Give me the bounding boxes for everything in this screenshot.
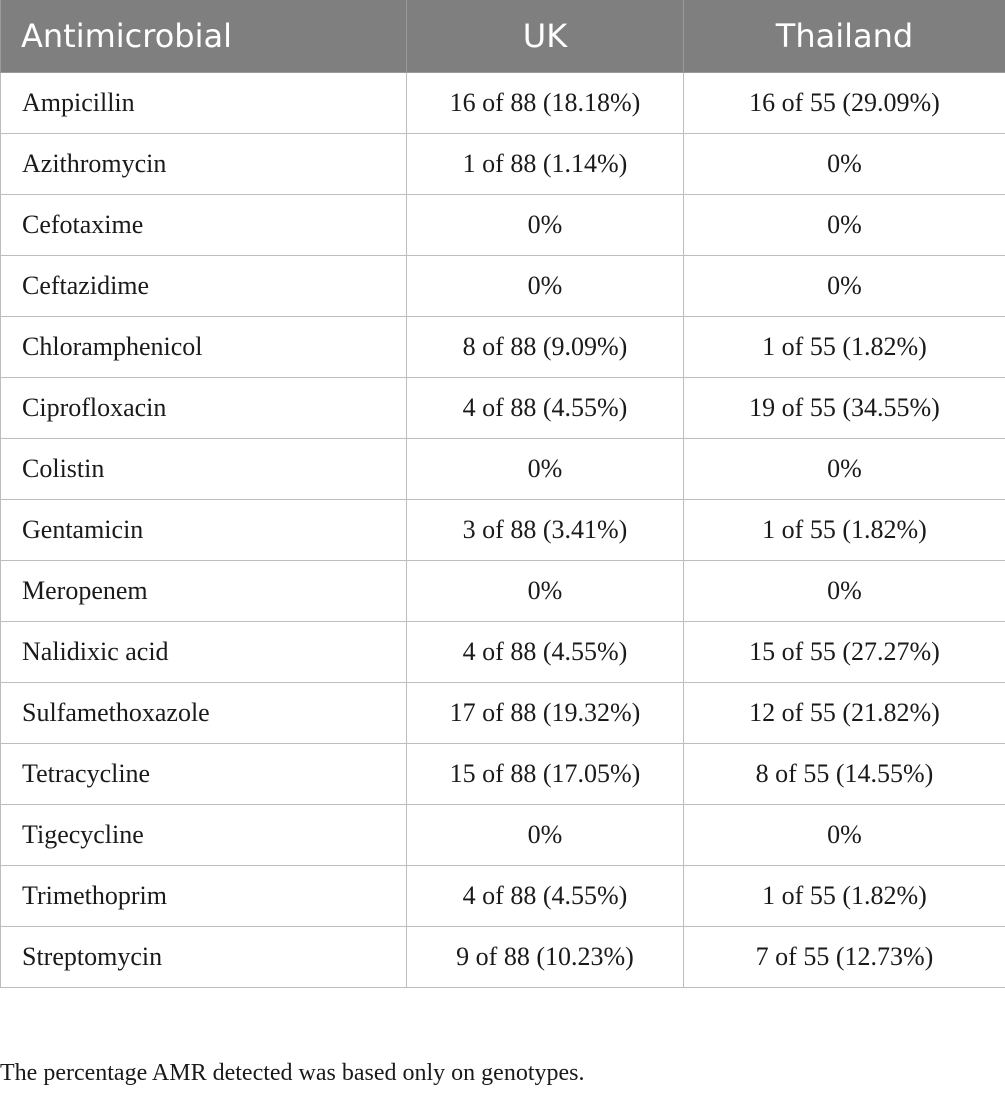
table-row — [1, 805, 1005, 866]
table-row — [1, 378, 1005, 439]
antimicrobial-cell: Nalidixic acid — [1, 622, 407, 683]
antimicrobial-cell: Sulfamethoxazole — [1, 683, 407, 744]
table-row — [1, 500, 1005, 561]
table-header — [1, 0, 1005, 73]
uk-cell: 8 of 88 (9.09%) — [407, 317, 684, 378]
thailand-cell: 12 of 55 (21.82%) — [684, 683, 1005, 744]
uk-cell: 0% — [407, 805, 684, 866]
uk-cell: 1 of 88 (1.14%) — [407, 134, 684, 195]
header-row — [1, 0, 1005, 73]
table-row — [1, 744, 1005, 805]
table-row — [1, 317, 1005, 378]
table-row — [1, 683, 1005, 744]
antimicrobial-cell: Tigecycline — [1, 805, 407, 866]
uk-cell: 0% — [407, 561, 684, 622]
thailand-cell: 16 of 55 (29.09%) — [684, 73, 1005, 134]
table-body — [1, 73, 1005, 988]
antimicrobial-cell: Ciprofloxacin — [1, 378, 407, 439]
thailand-cell: 0% — [684, 256, 1005, 317]
antimicrobial-cell: Trimethoprim — [1, 866, 407, 927]
thailand-cell: 7 of 55 (12.73%) — [684, 927, 1005, 988]
thailand-cell: 0% — [684, 561, 1005, 622]
thailand-cell: 0% — [684, 195, 1005, 256]
table-footnote: The percentage AMR detected was based only on genotypes. — [0, 1060, 585, 1086]
uk-cell: 0% — [407, 256, 684, 317]
uk-cell: 0% — [407, 195, 684, 256]
antimicrobial-cell: Azithromycin — [1, 134, 407, 195]
header-uk: UK — [407, 0, 684, 73]
thailand-cell: 19 of 55 (34.55%) — [684, 378, 1005, 439]
antimicrobial-cell: Gentamicin — [1, 500, 407, 561]
uk-cell: 3 of 88 (3.41%) — [407, 500, 684, 561]
uk-cell: 9 of 88 (10.23%) — [407, 927, 684, 988]
thailand-cell: 15 of 55 (27.27%) — [684, 622, 1005, 683]
uk-cell: 4 of 88 (4.55%) — [407, 378, 684, 439]
header-antimicrobial: Antimicrobial — [1, 0, 407, 73]
antimicrobial-cell: Colistin — [1, 439, 407, 500]
uk-cell: 16 of 88 (18.18%) — [407, 73, 684, 134]
antimicrobial-cell: Ceftazidime — [1, 256, 407, 317]
thailand-cell: 1 of 55 (1.82%) — [684, 317, 1005, 378]
header-thailand: Thailand — [684, 0, 1005, 73]
table-row — [1, 439, 1005, 500]
table-row — [1, 134, 1005, 195]
uk-cell: 0% — [407, 439, 684, 500]
thailand-cell: 0% — [684, 805, 1005, 866]
table-row — [1, 195, 1005, 256]
antimicrobial-cell: Tetracycline — [1, 744, 407, 805]
table-row — [1, 256, 1005, 317]
thailand-cell: 1 of 55 (1.82%) — [684, 500, 1005, 561]
uk-cell: 17 of 88 (19.32%) — [407, 683, 684, 744]
uk-cell: 4 of 88 (4.55%) — [407, 622, 684, 683]
antimicrobial-cell: Meropenem — [1, 561, 407, 622]
antimicrobial-cell: Chloramphenicol — [1, 317, 407, 378]
uk-cell: 4 of 88 (4.55%) — [407, 866, 684, 927]
uk-cell: 15 of 88 (17.05%) — [407, 744, 684, 805]
table-row — [1, 927, 1005, 988]
table-row — [1, 561, 1005, 622]
thailand-cell: 0% — [684, 439, 1005, 500]
thailand-cell: 1 of 55 (1.82%) — [684, 866, 1005, 927]
antimicrobial-cell: Ampicillin — [1, 73, 407, 134]
antimicrobial-cell: Streptomycin — [1, 927, 407, 988]
table-row — [1, 866, 1005, 927]
table-row — [1, 73, 1005, 134]
thailand-cell: 8 of 55 (14.55%) — [684, 744, 1005, 805]
thailand-cell: 0% — [684, 134, 1005, 195]
table-row — [1, 622, 1005, 683]
antimicrobial-cell: Cefotaxime — [1, 195, 407, 256]
